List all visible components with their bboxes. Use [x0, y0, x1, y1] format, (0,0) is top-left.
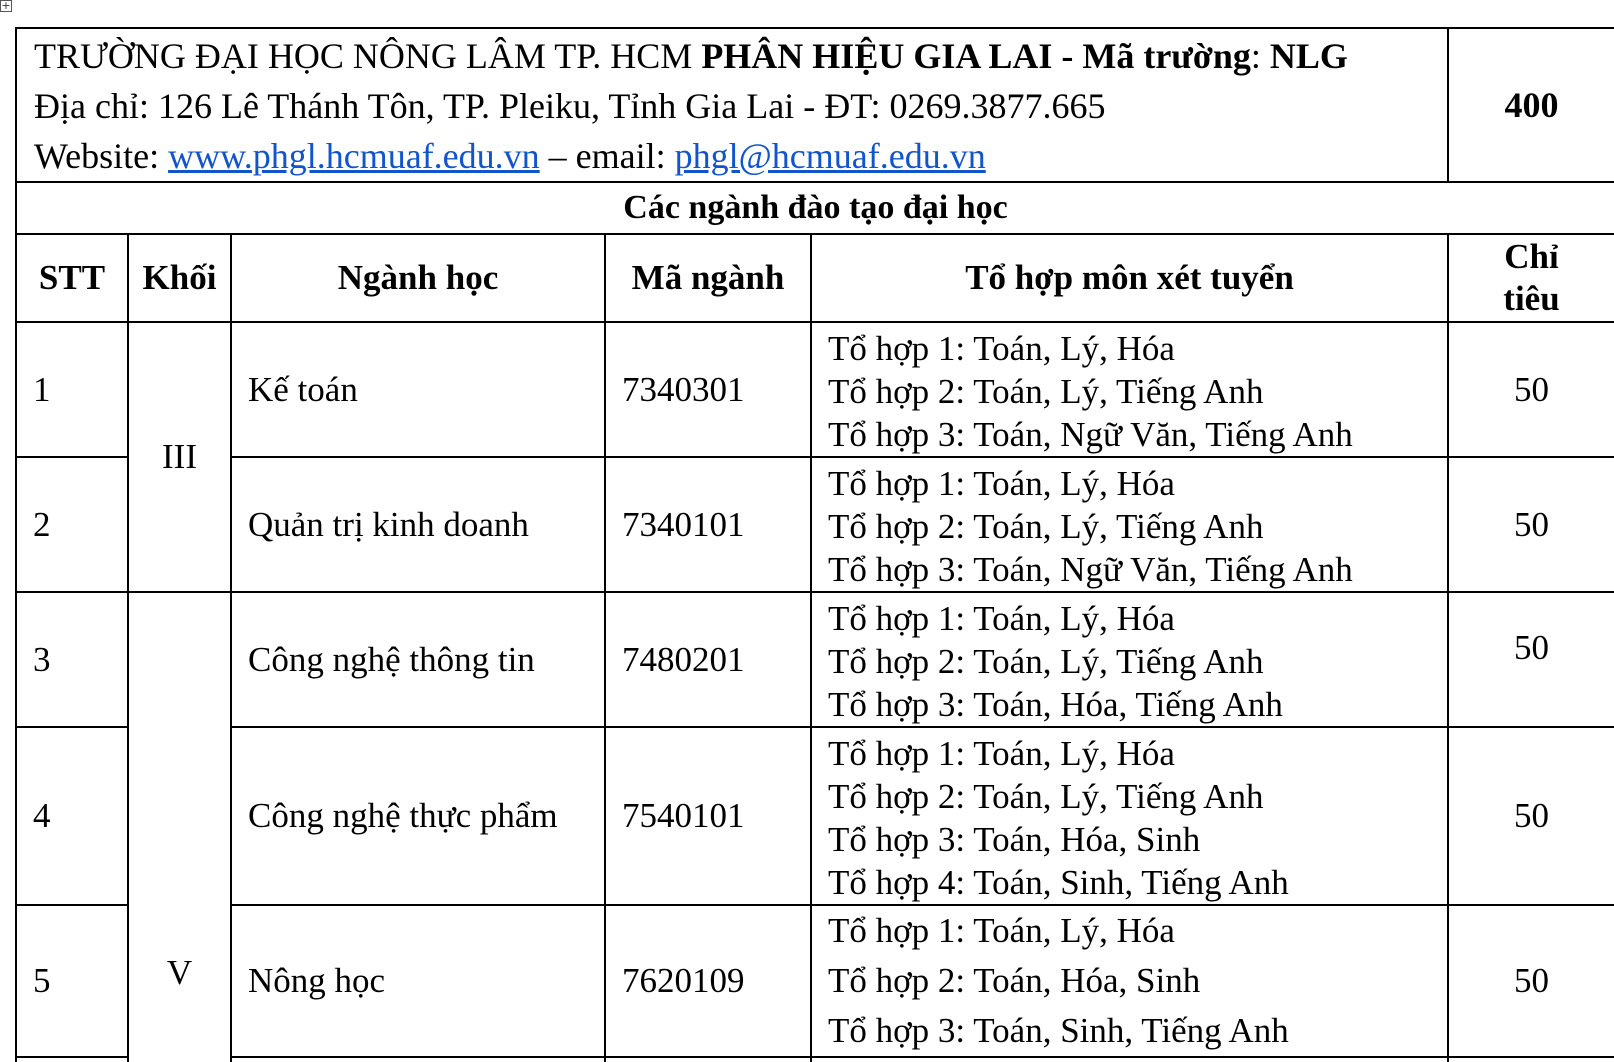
- table-row: [16, 727, 1614, 905]
- address-line: Địa chỉ: 126 Lê Thánh Tôn, TP. Pleiku, Tỉnh Gia Lai - ĐT: 0269.3877.665: [34, 86, 1106, 126]
- admissions-table-container: [15, 27, 1614, 1062]
- tohop-line: Tổ hợp 3: Toán, Hóa, Sinh: [828, 820, 1201, 859]
- row-nganh: Công nghệ thực phẩm: [231, 727, 605, 905]
- table-move-handle-icon[interactable]: +: [1, 0, 11, 12]
- group-khoi: III: [128, 322, 231, 592]
- school-info-row: [16, 28, 1614, 182]
- tohop-line: Tổ hợp 3: Toán, Hóa, Tiếng Anh: [828, 685, 1283, 724]
- section-row: [16, 182, 1614, 234]
- row-stt: 1: [16, 322, 128, 457]
- tohop-line: Tổ hợp 2: Toán, Lý, Tiếng Anh: [828, 777, 1264, 816]
- row-stt-empty: [16, 1057, 128, 1062]
- col-chitieu-line2: tiêu: [1503, 279, 1560, 318]
- school-info-cell: [16, 28, 1448, 182]
- row-tohop-empty: [811, 1057, 1448, 1062]
- row-stt: 4: [16, 727, 128, 905]
- row-nganh: Kế toán: [231, 322, 605, 457]
- table-row: [16, 905, 1614, 1057]
- row-ma-empty: [605, 1057, 811, 1062]
- col-chitieu: [1448, 234, 1614, 322]
- total-quota: 400: [1448, 28, 1614, 182]
- table-row: [16, 322, 1614, 457]
- row-tohop: [811, 322, 1448, 457]
- row-chitieu: 50: [1448, 457, 1614, 592]
- row-chitieu: 50: [1448, 322, 1614, 457]
- tohop-line: Tổ hợp 3: Toán, Ngữ Văn, Tiếng Anh: [828, 415, 1353, 454]
- row-stt: 2: [16, 457, 128, 592]
- tohop-line: Tổ hợp 1: Toán, Lý, Hóa: [828, 911, 1175, 950]
- tohop-line: Tổ hợp 4: Toán, Sinh, Tiếng Anh: [828, 863, 1289, 902]
- col-khoi: Khối: [128, 234, 231, 322]
- tohop-line: Tổ hợp 1: Toán, Lý, Hóa: [828, 329, 1175, 368]
- col-tohop: Tổ hợp môn xét tuyển: [811, 234, 1448, 322]
- row-ma: 7620109: [605, 905, 811, 1057]
- col-chitieu-line1: Chỉ: [1504, 237, 1559, 276]
- tohop-line: Tổ hợp 1: Toán, Lý, Hóa: [828, 734, 1175, 773]
- row-chitieu: 50: [1448, 727, 1614, 905]
- row-tohop: [811, 592, 1448, 727]
- website-link[interactable]: www.phgl.hcmuaf.edu.vn: [168, 136, 540, 176]
- row-tohop: [811, 457, 1448, 592]
- school-code: NLG: [1269, 36, 1348, 76]
- col-ma: Mã ngành: [605, 234, 811, 322]
- tohop-line: Tổ hợp 1: Toán, Lý, Hóa: [828, 599, 1175, 638]
- row-ma: 7340101: [605, 457, 811, 592]
- code-colon: :: [1250, 36, 1261, 76]
- table-row: [16, 457, 1614, 592]
- tohop-line: Tổ hợp 2: Toán, Lý, Tiếng Anh: [828, 372, 1264, 411]
- email-link[interactable]: phgl@hcmuaf.edu.vn: [674, 136, 986, 176]
- contact-line: [34, 131, 1447, 181]
- row-chitieu-empty: [1448, 1057, 1614, 1062]
- tohop-line: Tổ hợp 2: Toán, Lý, Tiếng Anh: [828, 507, 1264, 546]
- row-ma: 7480201: [605, 592, 811, 727]
- tohop-line: Tổ hợp 2: Toán, Hóa, Sinh: [828, 961, 1201, 1000]
- tohop-line: Tổ hợp 3: Toán, Ngữ Văn, Tiếng Anh: [828, 550, 1353, 589]
- row-nganh: Nông học: [231, 905, 605, 1057]
- row-ma: 7540101: [605, 727, 811, 905]
- row-stt: 3: [16, 592, 128, 727]
- school-name: TRƯỜNG ĐẠI HỌC NÔNG LÂM TP. HCM: [34, 36, 693, 76]
- col-nganh: Ngành học: [231, 234, 605, 322]
- row-ma: 7340301: [605, 322, 811, 457]
- tohop-line: Tổ hợp 3: Toán, Sinh, Tiếng Anh: [828, 1011, 1289, 1050]
- section-title: Các ngành đào tạo đại học: [16, 182, 1614, 234]
- row-stt: 5: [16, 905, 128, 1057]
- table-row: [16, 592, 1614, 727]
- row-chitieu: 50: [1448, 592, 1614, 727]
- school-name-line: [34, 31, 1447, 81]
- row-nganh: Quản trị kinh doanh: [231, 457, 605, 592]
- tohop-line: Tổ hợp 1: Toán, Lý, Hóa: [828, 464, 1175, 503]
- branch-name: PHÂN HIỆU GIA LAI - Mã trường: [701, 36, 1251, 76]
- tohop-line: Tổ hợp 2: Toán, Lý, Tiếng Anh: [828, 642, 1264, 681]
- admissions-table: [15, 27, 1614, 1062]
- column-header-row: [16, 234, 1614, 322]
- row-tohop: [811, 905, 1448, 1057]
- row-tohop: [811, 727, 1448, 905]
- email-label: – email:: [548, 136, 666, 176]
- table-row-partial: [16, 1057, 1614, 1062]
- website-label: Website:: [34, 136, 160, 176]
- row-nganh: Công nghệ thông tin: [231, 592, 605, 727]
- col-stt: STT: [16, 234, 128, 322]
- group-khoi: V: [128, 592, 231, 1062]
- row-nganh-empty: [231, 1057, 605, 1062]
- row-chitieu: 50: [1448, 905, 1614, 1057]
